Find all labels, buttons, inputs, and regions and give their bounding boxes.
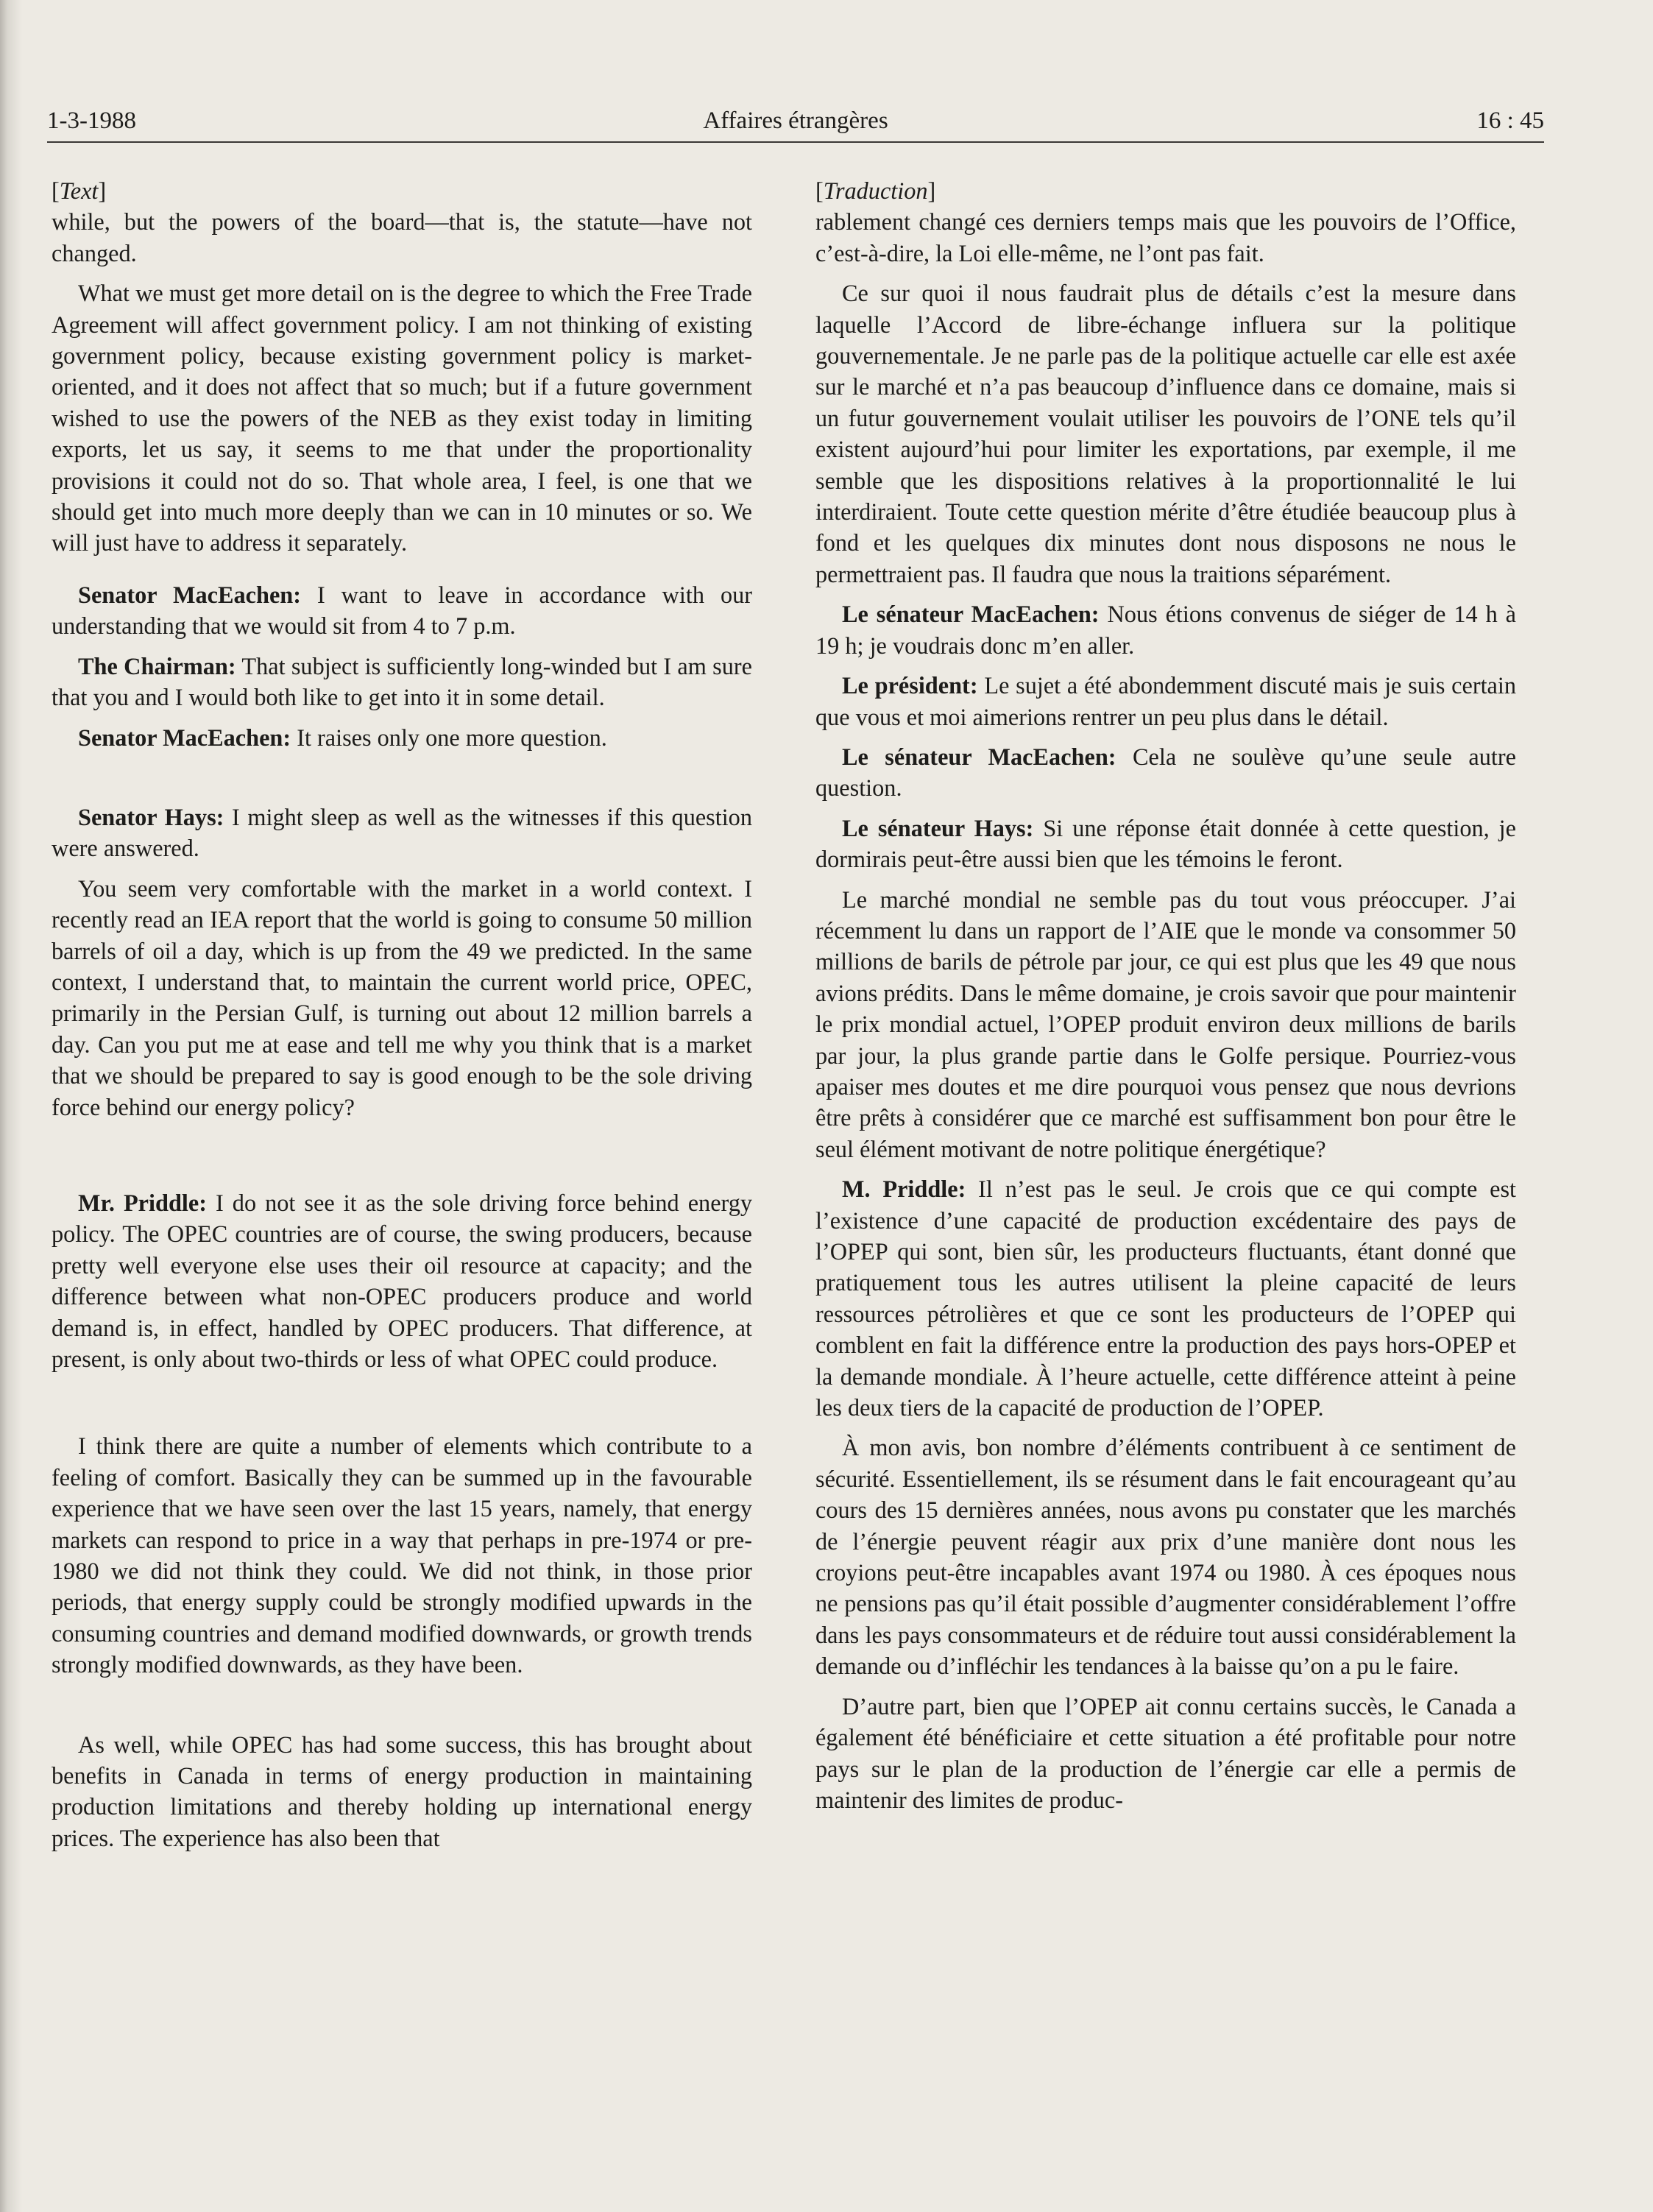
french-column — [815, 175, 1516, 1824]
paragraph: Ce sur quoi il nous faudrait plus de détails c’est la mesure dans laquelle l’Accord de libre-échange influera sur la politique gouvernementale. Je ne parle pas de la politique actuelle car elle est axée sur le marché et n’a pas beaucoup d’influence dans ce domaine, mais si un futur gouvernement voulait utiliser les pouvoirs de l’ONE tels qu’il existent aujourd’hui pour limiter les exportations, par exemple, il me semble que les dispositions relatives à la proportionnalité le lui interdiraient. Toute cette question mérite d’être étudiée beaucoup plus à fond et les quelques dix minutes dont nous disposons ne nous le permettraient pas. Il faudra que nous la traitions séparément. — [815, 280, 1516, 587]
speaker-name: Senator Hays: — [78, 803, 224, 830]
page-header — [47, 103, 1544, 143]
paragraph: What we must get more detail on is the degree to which the Free Trade Agreement will affect government policy. I am not thinking of existing government policy, because existing government policy is market-oriented, and it does not affect that so much; but if a future government wished to use the powers of the NEB as they exist today in limiting exports, let us say, it seems to me that under the proportionality provisions it could not do so. That whole area, I feel, is one that we should get into much more deeply than we can in 10 minutes or so. We will just have to address it separately. — [52, 280, 752, 556]
speaker-paragraph: Mr. Priddle: I do not see it as the sole driving force behind energy policy. The OPEC countries are of course, the swing producers, because pretty well everyone else uses their oil resource at capacity; and the difference between what non-OPEC producers produce and world demand is, in effect, handled by OPEC producers. That difference, at present, is only about two-thirds or less of what OPEC could produce. — [52, 1189, 752, 1372]
paragraph: You seem very comfortable with the market in a world context. I recently read an IEA report that the world is going to consume 50 million barrels of oil a day, which is up from the 49 we predicted. In the same context, I understand that, to maintain the current world price, OPEC, primarily in the Persian Gulf, is turning out about 12 million barrels a day. Can you put me at ease and tell me why you think that is a market that we should be prepared to say is good enough to be the sole driving force behind our energy policy? — [52, 874, 752, 1120]
speaker-paragraph: Senator Hays: I might sleep as well as the witnesses if this question were answered. — [52, 803, 752, 862]
speaker-paragraph: Senator MacEachen: It raises only one more question. — [78, 724, 607, 751]
paragraph: Le marché mondial ne semble pas du tout vous préoccuper. J’ai récemment lu dans un rapport de l’AIE que le monde va consommer 50 millions de barils de pétrole par jour, ce qui est plus que les 49 que nous avions prédits. Dans le même domaine, je crois savoir que pour maintenir le prix mondial actuel, l’OPEP produit environ deux millions de barils par jour, la plus grande partie dans le Golfe persique. Pourriez-vous apaiser mes doutes et me dire pourquoi vous pensez que nous devrions être prêts à considérer que ce marché est suffisamment bon pour être le seul élément motivant de notre politique énergétique? — [815, 886, 1516, 1162]
speaker-paragraph: Le sénateur MacEachen: Nous étions convenus de siéger de 14 h à 19 h; je voudrais donc m’en aller. — [815, 601, 1516, 659]
speaker-paragraph: Le sénateur MacEachen: Cela ne soulève qu’une seule autre question. — [815, 743, 1516, 802]
speaker-paragraph: Le président: Le sujet a été abondemment discuté mais je suis certain que vous et moi aimerions rentrer un peu plus dans le détail. — [815, 672, 1517, 730]
speaker-name: Le sénateur MacEachen: — [842, 743, 1116, 770]
page-edge-shadow — [0, 0, 22, 2212]
paragraph: À mon avis, bon nombre d’éléments contribuent à ce sentiment de sécurité. Essentiellement, ils se résument dans le fait encourageant qu’au cours des 15 dernières années, nous avons pu constater que les marchés de l’énergie peuvent réagir aux prix d’une manière dont nous les croyions peut-être incapables avant 1974 ou 1980. À ces époques nous ne pensions pas qu’il était possible d’augmenter considérablement l’offre dans les pays consommateurs et de réduire tout aussi considérablement la demande ou d’infléchir les tendances à la baisse qu’on a pu le faire. — [815, 1434, 1516, 1680]
paragraph: As well, while OPEC has had some success, this has brought about benefits in Canada in terms of energy production in maintaining production limitations and thereby holding up international energy prices. The experience has also been that — [52, 1731, 752, 1851]
paragraph: I think there are quite a number of elements which contribute to a feeling of comfort. Basically they can be summed up in the favourable experience that we have seen over the last 15 years, namely, that energy markets can respond to price in a way that perhaps in pre-1974 or pre-1980 we did not think they could. We did not think, in those prior periods, that energy supply could be strongly modified upwards in the consuming countries and demand modified downwards, or growth trends strongly modified downwards, as they have been. — [52, 1432, 752, 1678]
header-page-number: 16 : 45 — [1476, 107, 1544, 134]
paragraph: rablement changé ces derniers temps mais que les pouvoirs de l’Office, c’est-à-dire, la Loi elle-même, ne l’ont pas fait. — [815, 208, 1516, 266]
english-column — [52, 175, 752, 1862]
speaker-paragraph: The Chairman: That subject is sufficiently long-winded but I am sure that you and I would both like to get into it in some detail. — [52, 652, 752, 711]
speaker-paragraph: Le sénateur Hays: Si une réponse était donnée à cette question, je dormirais peut-être aussi bien que les témoins le feront. — [815, 814, 1516, 873]
speaker-name: Le sénateur MacEachen: — [842, 601, 1100, 628]
traduction-label: [Traduction] — [815, 177, 936, 204]
speaker-paragraph: M. Priddle: Il n’est pas le seul. Je crois que ce qui compte est l’existence d’une capacité de production excédentaire des pays de l’OPEP qui sont, bien sûr, les producteurs fluctuants, étant donné que pratiquement tous les autres utilisent la pleine capacité de leurs ressources pétrolières et que ce sont les producteurs de l’OPEP qui comblent en fait la différence entre la production des pays hors-OPEP et la demande mondiale. À l’heure actuelle, cette différence atteint à peine les deux tiers de la capacité de production de l’OPEP. — [815, 1176, 1517, 1421]
speaker-name: Le sénateur Hays: — [842, 814, 1034, 841]
header-date: 1-3-1988 — [47, 107, 136, 134]
speaker-name: Senator MacEachen: — [78, 581, 301, 608]
paragraph: D’autre part, bien que l’OPEP ait connu certains succès, le Canada a également été bénéficiaire et cette situation a été profitable pour notre pays sur le plan de la production de l’énergie car elle a permis de maintenir des limites de produc- — [815, 1692, 1516, 1813]
speaker-name: Mr. Priddle: — [78, 1189, 207, 1216]
text-label: [Text] — [52, 177, 107, 204]
speaker-name: Senator MacEachen: — [78, 724, 291, 751]
paragraph: while, but the powers of the board—that is, the statute—have not changed. — [52, 208, 752, 266]
header-title: Affaires étrangères — [703, 107, 888, 134]
speaker-name: M. Priddle: — [842, 1176, 966, 1203]
speaker-name: The Chairman: — [78, 652, 236, 679]
speaker-name: Le président: — [842, 672, 978, 699]
speaker-paragraph: Senator MacEachen: I want to leave in accordance with our understanding that we would sit from 4 to 7 p.m. — [52, 581, 752, 640]
